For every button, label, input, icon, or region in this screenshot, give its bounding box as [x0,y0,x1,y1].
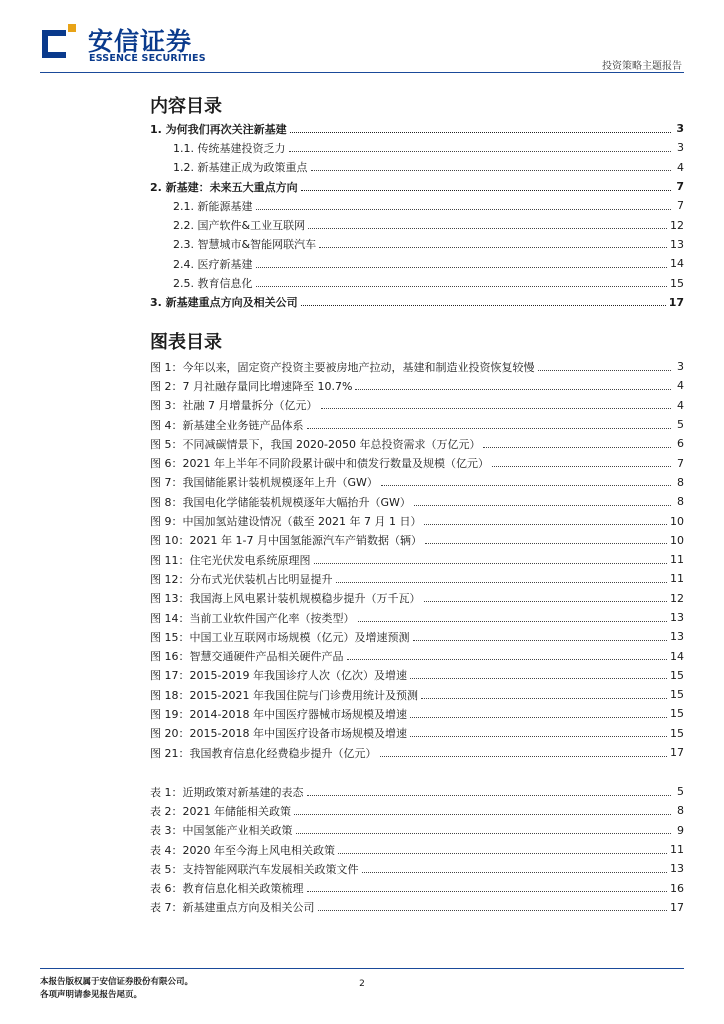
toc-entry[interactable] [150,840,684,859]
toc-entry[interactable] [150,396,684,415]
figures-title: 图表目录 [150,332,222,353]
toc-entry[interactable] [150,293,684,312]
toc-entry[interactable] [150,273,684,292]
toc-entry-label: 2.5. 教育信息化 [173,277,253,291]
toc-entry-label: 表 1：近期政策对新基建的表态 [150,785,304,799]
toc-entry-page: 5 [677,418,684,432]
toc-entry[interactable] [150,859,684,878]
toc-entry-label: 表 5：支持智能网联汽车发展相关政策文件 [150,862,359,876]
toc-entry-label: 图 17：2015-2019 年我国诊疗人次（亿次）及增速 [150,669,407,683]
toc-entry[interactable] [150,898,684,917]
toc-entry[interactable] [150,357,684,376]
toc-entry-page: 13 [670,611,684,624]
dot-leader [414,504,671,506]
toc-entry-page: 12 [670,591,684,605]
dot-leader [483,446,671,448]
toc-entry[interactable] [150,646,684,665]
toc-entry[interactable] [150,453,684,472]
toc-entry-label: 图 8：我国电化学储能装机规模逐年大幅抬升（GW） [150,495,411,509]
toc-entry-page: 13 [670,237,684,251]
toc-entry-label: 1.1. 传统基建投资乏力 [173,141,286,155]
dot-leader [307,427,672,429]
toc-entry-label: 图 2：7 月社融存量同比增速降至 10.7% [150,379,353,393]
toc-entry-page: 4 [677,160,684,174]
toc-entry[interactable] [150,415,684,434]
essence-logo-icon [40,22,78,60]
toc-entry[interactable] [150,878,684,897]
figures-list [150,357,684,762]
toc-entry-page: 15 [670,726,684,740]
toc-entry-page: 7 [677,456,684,470]
contents-title: 内容目录 [150,96,222,117]
dot-leader [410,677,667,679]
dot-leader [301,304,666,306]
toc-entry-page: 10 [670,514,684,528]
toc-entry-page: 3 [677,360,684,374]
toc-entry-page: 11 [670,553,684,567]
page-number: 2 [359,979,365,989]
dot-leader [347,658,668,660]
footer-statement: 各项声明请参见报告尾页。 [40,990,143,1000]
toc-entry-label: 表 2：2021 年储能相关政策 [150,804,291,818]
dot-leader [538,369,672,371]
dot-leader [424,600,668,602]
toc-entry-page: 8 [677,804,684,818]
toc-entry-label: 表 7：新基建重点方向及相关公司 [150,901,315,915]
toc-entry-page: 10 [670,533,684,547]
toc-entry-page: 5 [677,785,684,799]
toc-entry-label: 表 3：中国氢能产业相关政策 [150,824,293,838]
dot-leader [256,285,668,287]
toc-entry-page: 17 [670,746,684,760]
toc-entry-page: 17 [668,295,684,309]
dot-leader [424,523,667,525]
toc-entry[interactable] [150,196,684,215]
toc-entry-label: 图 14：当前工业软件国产化率（按类型） [150,611,355,625]
toc-entry-label: 图 10：2021 年 1-7 月中国氢能源汽车产销数据（辆） [150,534,422,548]
toc-entry[interactable] [150,511,684,530]
toc-entry[interactable] [150,550,684,569]
toc-entry[interactable] [150,235,684,254]
toc-entry-page: 13 [670,630,684,644]
toc-entry-label: 图 12：分布式光伏装机占比明显提升 [150,572,333,586]
toc-entry-page: 6 [677,437,684,451]
toc-entry-page: 4 [677,398,684,412]
toc-entry[interactable] [150,666,684,685]
toc-entry-page: 12 [670,218,684,232]
dot-leader [425,542,667,544]
dot-leader [301,189,671,191]
toc-entry-page: 9 [677,823,684,837]
toc-entry[interactable] [150,492,684,511]
toc-entry-page: 8 [677,495,684,509]
dot-leader [307,890,668,892]
toc-entry-label: 图 7：我国储能累计装机规模逐年上升（GW） [150,476,378,490]
toc-entry-page: 14 [670,257,684,271]
toc-entry-page: 17 [670,900,684,914]
toc-entry-label: 图 4：新基建全业务链产品体系 [150,418,304,432]
toc-entry-label: 图 9：中国加氢站建设情况（截至 2021 年 7 月 1 日） [150,515,422,529]
dot-leader [319,246,667,248]
toc-entry-page: 7 [676,180,684,194]
toc-entry[interactable] [150,376,684,395]
toc-entry[interactable] [150,177,684,196]
toc-entry-page: 15 [670,668,684,682]
toc-entry-label: 图 1：今年以来，固定资产投资主要被房地产拉动，基建和制造业投资恢复较慢 [150,360,535,374]
toc-entry-label: 图 15：中国工业互联网市场规模（亿元）及增速预测 [150,630,410,644]
toc-entry[interactable] [150,627,684,646]
dot-leader [314,562,668,564]
toc-entry[interactable] [150,215,684,234]
dot-leader [290,131,671,133]
dot-leader [381,484,671,486]
toc-entry[interactable] [150,608,684,627]
tables-list [150,782,684,917]
toc-entry-label: 图 18：2015-2021 年我国住院与门诊费用统计及预测 [150,688,418,702]
toc-entry-page: 15 [670,688,684,702]
toc-entry[interactable] [150,434,684,453]
toc-entry-label: 图 20：2015-2018 年中国医疗设备市场规模及增速 [150,727,407,741]
toc-entry[interactable] [150,138,684,157]
toc-entry[interactable] [150,119,684,138]
dot-leader [380,755,668,757]
footer-divider [40,968,684,969]
toc-entry-label: 2.2. 国产软件&工业互联网 [173,219,306,233]
toc-entry-page: 14 [670,649,684,663]
dot-leader [311,169,672,171]
toc-entry-page: 3 [676,122,684,136]
dot-leader [336,581,668,583]
toc-entry[interactable] [150,158,684,177]
toc-entry[interactable] [150,569,684,588]
toc-entry-label: 图 3：社融 7 月增量拆分（亿元） [150,399,318,413]
page-header [0,0,724,90]
dot-leader [362,871,668,873]
dot-leader [308,227,667,229]
dot-leader [413,639,668,641]
header-divider [40,72,684,73]
toc-entry[interactable] [150,724,684,743]
toc-entry-label: 图 6：2021 年上半年不同阶段累计碳中和债发行数量及规模（亿元） [150,457,489,471]
toc-entry-label: 图 13：我国海上风电累计装机规模稳步提升（万千瓦） [150,592,421,606]
contents-list [150,119,684,312]
toc-entry-page: 11 [670,843,684,857]
toc-entry-label: 图 11：住宅光伏发电系统原理图 [150,553,311,567]
toc-entry-label: 2.3. 智慧城市&智能网联汽车 [173,238,317,252]
dot-leader [294,813,671,815]
toc-entry[interactable] [150,473,684,492]
dot-leader [358,620,668,622]
toc-entry-page: 13 [670,862,684,876]
dot-leader [296,832,672,834]
toc-entry-label: 图 19：2014-2018 年中国医疗器械市场规模及增速 [150,707,407,721]
dot-leader [492,465,671,467]
toc-entry-label: 1. 为何我们再次关注新基建 [150,122,287,136]
toc-entry-page: 15 [670,707,684,721]
dot-leader [321,407,672,409]
dot-leader [421,697,667,699]
toc-entry-page: 16 [670,881,684,895]
toc-entry-label: 1.2. 新基建正成为政策重点 [173,161,308,175]
toc-entry[interactable] [150,531,684,550]
toc-entry-page: 11 [670,572,684,586]
dot-leader [410,716,667,718]
toc-entry-label: 2.1. 新能源基建 [173,199,253,213]
dot-leader [410,735,667,737]
toc-entry-label: 3. 新基建重点方向及相关公司 [150,296,298,310]
toc-entry[interactable] [150,801,684,820]
toc-entry[interactable] [150,743,684,762]
dot-leader [256,208,672,210]
toc-entry-label: 表 4：2020 年至今海上风电相关政策 [150,843,335,857]
footer-copyright: 本报告版权属于安信证券股份有限公司。 [40,977,194,987]
toc-entry[interactable] [150,589,684,608]
dot-leader [256,266,668,268]
brand-name-cn: 安信证券 [88,27,193,56]
dot-leader [318,909,668,911]
toc-entry-page: 7 [677,199,684,213]
toc-entry-page: 15 [670,276,684,290]
dot-leader [338,852,667,854]
toc-entry[interactable] [150,782,684,801]
toc-entry[interactable] [150,821,684,840]
toc-entry-label: 图 16：智慧交通硬件产品相关硬件产品 [150,650,344,664]
dot-leader [355,388,671,390]
brand-name-en: ESSENCE SECURITIES [89,53,206,64]
dot-leader [289,150,672,152]
toc-entry[interactable] [150,685,684,704]
toc-entry-label: 表 6：教育信息化相关政策梳理 [150,882,304,896]
toc-entry-label: 2. 新基建：未来五大重点方向 [150,180,298,194]
toc-entry[interactable] [150,254,684,273]
report-type-label: 投资策略主题报告 [602,61,682,72]
toc-entry-page: 8 [677,475,684,489]
dot-leader [307,794,672,796]
toc-entry[interactable] [150,704,684,723]
toc-entry-label: 图 5：不同减碳情景下，我国 2020-2050 年总投资需求（万亿元） [150,437,481,451]
toc-entry-label: 图 21：我国教育信息化经费稳步提升（亿元） [150,746,377,760]
toc-entry-label: 2.4. 医疗新基建 [173,257,253,271]
toc-entry-page: 3 [677,141,684,155]
toc-entry-page: 4 [677,379,684,393]
